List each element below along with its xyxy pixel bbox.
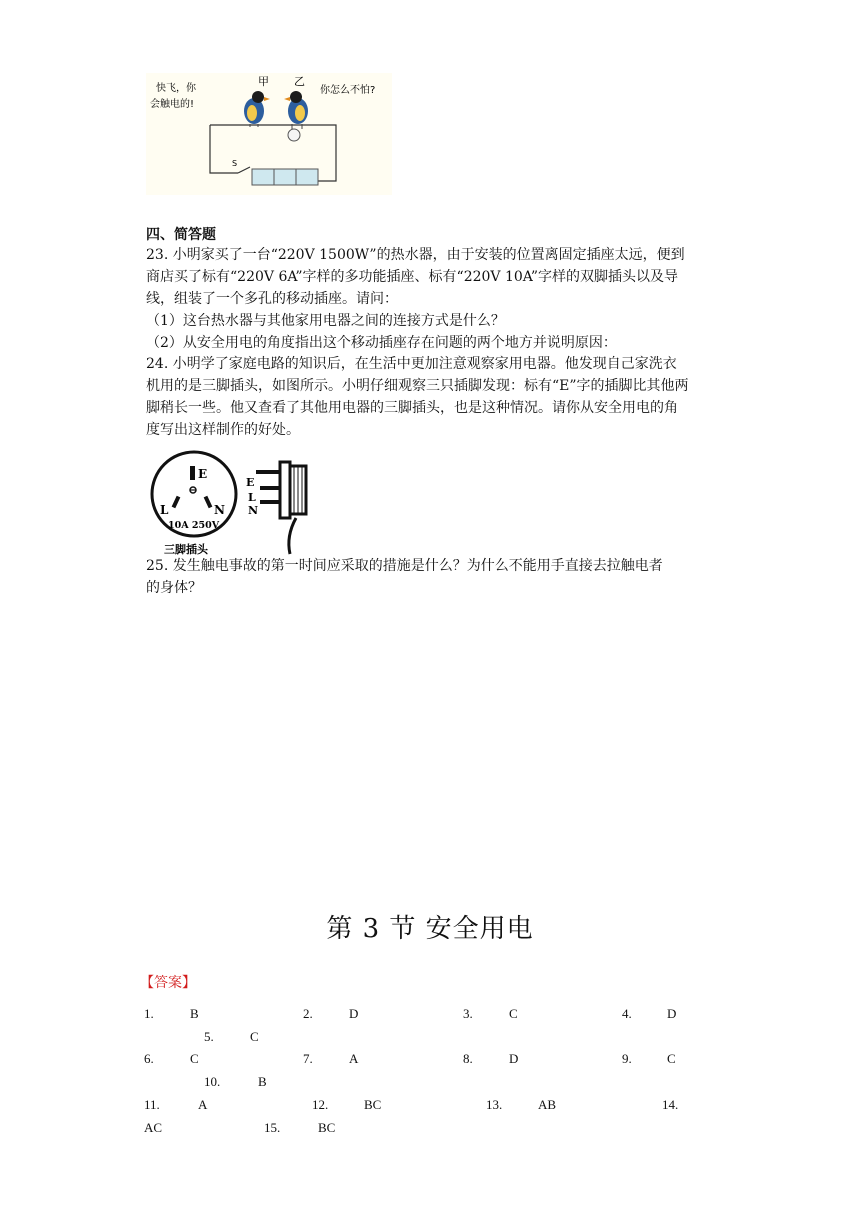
- q25-line-1: 25. 发生触电事故的第一时间应采取的措施是什么？为什么不能用手直接去拉触电者: [146, 558, 663, 574]
- q24-line-1: 24. 小明学了家庭电路的知识后，在生活中更加注意观察家用电器。他发现自己家洗衣: [146, 356, 677, 372]
- answer-6-value: C: [190, 1051, 199, 1066]
- answer-1-value: B: [190, 1006, 199, 1021]
- pin-n-label: N: [214, 503, 225, 517]
- side-n-label: N: [248, 504, 259, 517]
- switch-label: S: [232, 159, 238, 168]
- q23-sub-1: （1）这台热水器与其他家用电器之间的连接方式是什么？: [146, 313, 505, 329]
- plug-front-diagram: [146, 450, 246, 558]
- answer-13-num: 13.: [486, 1097, 503, 1112]
- side-e-label: E: [246, 476, 255, 489]
- answer-9-value: C: [667, 1051, 676, 1066]
- answer-9-num: 9.: [622, 1051, 632, 1066]
- answer-10-value: B: [258, 1074, 267, 1089]
- answer-4-value: D: [667, 1006, 677, 1021]
- answer-10-num: 10.: [204, 1074, 221, 1089]
- q23-line-1: 23. 小明家买了一台“220V 1500W”的热水器，由于安装的位置离固定插座太远，便到: [146, 247, 685, 263]
- answer-11-num: 11.: [144, 1097, 160, 1112]
- answer-12-value: BC: [364, 1097, 382, 1112]
- q24-line-3: 脚稍长一些。他又查看了其他用电器的三脚插头，也是这种情况。请你从安全用电的角: [146, 400, 678, 416]
- answer-15-num: 15.: [264, 1120, 281, 1135]
- plug-front-figure: [146, 450, 246, 558]
- answer-7-value: A: [349, 1051, 359, 1066]
- left-caption-1: 快飞，你: [156, 83, 196, 94]
- answer-7-num: 7.: [303, 1051, 313, 1066]
- answer-13-value: AB: [538, 1097, 557, 1112]
- answer-3-num: 3.: [463, 1006, 473, 1021]
- answer-3-value: C: [509, 1006, 518, 1021]
- answer-1-num: 1.: [144, 1006, 154, 1021]
- right-caption: 你怎么不怕?: [320, 85, 376, 96]
- q23-line-3: 线，组装了一个多孔的移动插座。请问：: [146, 291, 398, 307]
- birds-circuit-figure: [146, 73, 392, 195]
- answer-14-num: 14.: [662, 1097, 679, 1112]
- birds-circuit-diagram: [146, 73, 392, 195]
- answer-8-num: 8.: [463, 1051, 473, 1066]
- left-caption-2: 会触电的!: [150, 99, 195, 110]
- q23-line-2: 商店买了标有“220V 6A”字样的多功能插座、标有“220V 10A”字样的双脚插头以及导: [146, 269, 679, 285]
- question-24: [146, 353, 716, 441]
- answer-11-value: A: [198, 1097, 208, 1112]
- answer-5-num: 5.: [204, 1029, 214, 1044]
- pin-e-label: E: [198, 467, 208, 481]
- section-heading: 四、简答题: [146, 227, 216, 243]
- answer-label: 【答案】: [140, 975, 196, 991]
- plug-caption: 三脚插头: [164, 543, 208, 556]
- bird-a-label: 甲: [258, 75, 269, 88]
- answer-6-num: 6.: [144, 1051, 154, 1066]
- q24-line-4: 度写出这样制作的好处。: [146, 422, 300, 438]
- q23-sub-2: （2）从安全用电的角度指出这个移动插座存在问题的两个地方并说明原因：: [146, 335, 617, 351]
- answer-15-value: BC: [318, 1120, 336, 1135]
- pin-l-label: L: [160, 503, 169, 517]
- answer-12-num: 12.: [312, 1097, 329, 1112]
- answer-4-num: 4.: [622, 1006, 632, 1021]
- bulb: [288, 129, 300, 141]
- question-25: [146, 555, 716, 599]
- plug-rating: 10A 250V: [168, 520, 220, 531]
- answer-14-value: AC: [144, 1120, 163, 1135]
- battery-pack: [252, 169, 318, 185]
- question-23: [146, 244, 716, 354]
- plug-side-figure: [246, 456, 312, 556]
- plug-side-diagram: [246, 456, 312, 556]
- q24-line-2: 机用的是三脚插头，如图所示。小明仔细观察三只插脚发现：标有“E”字的插脚比其他两: [146, 378, 689, 394]
- bird-b-label: 乙: [294, 75, 305, 88]
- answer-2-value: D: [349, 1006, 359, 1021]
- answer-section-title: 第 3 节 安全用电: [326, 914, 534, 944]
- q25-line-2: 的身体？: [146, 580, 202, 596]
- answer-8-value: D: [509, 1051, 519, 1066]
- side-l-label: L: [248, 491, 256, 504]
- answer-5-value: C: [250, 1029, 259, 1044]
- answer-2-num: 2.: [303, 1006, 313, 1021]
